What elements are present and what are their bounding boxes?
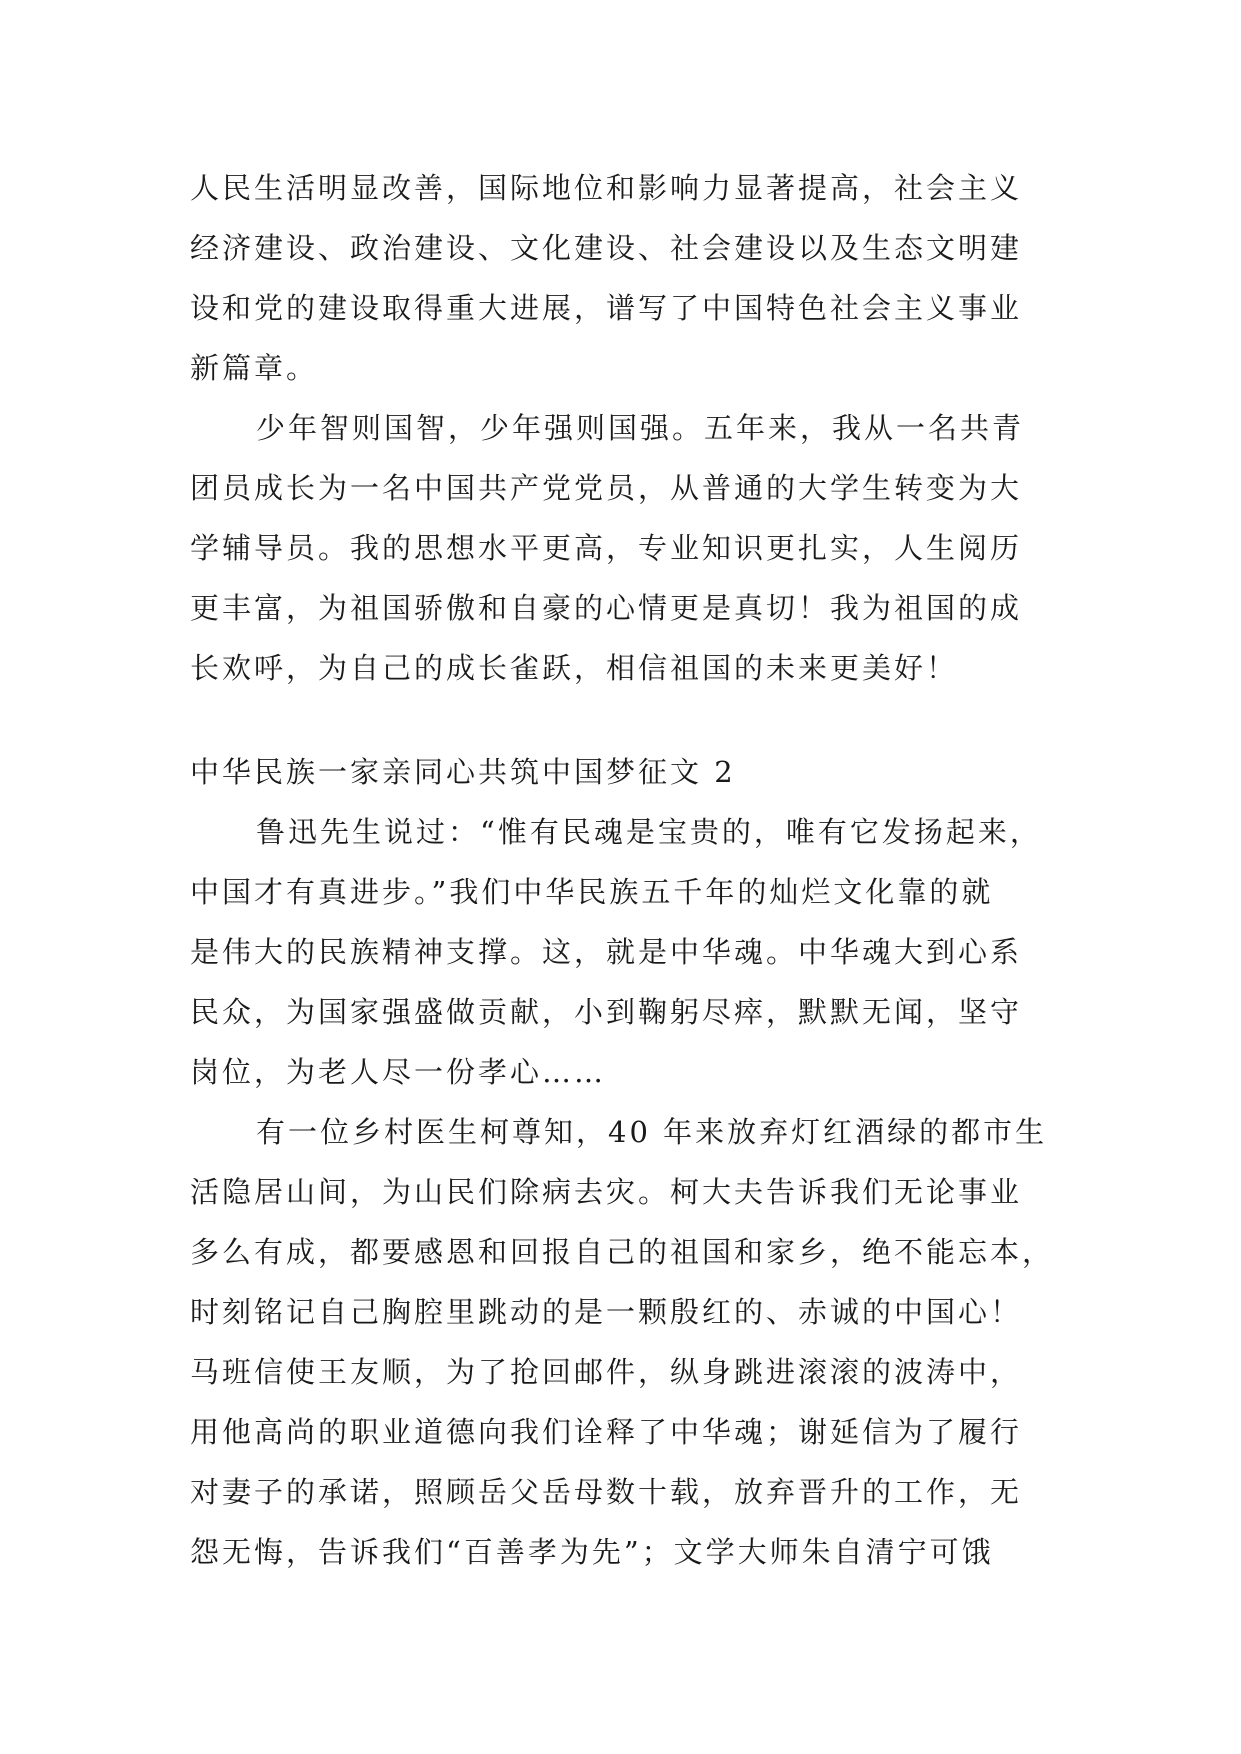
text-line: 岗位，为老人尽一份孝心…… — [190, 1055, 607, 1089]
text-line: 团员成长为一名中国共产党党员，从普通的大学生转变为大 — [190, 471, 1023, 505]
paragraph-3 — [190, 802, 1060, 1102]
text-line: 长欢呼，为自己的成长雀跃，相信祖国的未来更美好！ — [190, 651, 959, 685]
paragraph-4 — [190, 1102, 1060, 1582]
text-line: 马班信使王友顺，为了抢回邮件，纵身跳进滚滚的波涛中， — [190, 1355, 1023, 1389]
text-line: 少年智则国智，少年强则国强。五年来，我从一名共青 — [256, 411, 1025, 445]
text-line: 更丰富，为祖国骄傲和自豪的心情更是真切！我为祖国的成 — [190, 591, 1023, 625]
paragraph-1 — [190, 158, 1060, 398]
text-line: 对妻子的承诺，照顾岳父岳母数十载，放弃晋升的工作，无 — [190, 1475, 1023, 1509]
text-line: 民众，为国家强盛做贡献，小到鞠躬尽瘁，默默无闻，坚守 — [190, 995, 1023, 1029]
text-line: 新篇章。 — [190, 351, 319, 385]
text-line: 怨无悔，告诉我们“百善孝为先”；文学大师朱自清宁可饿 — [190, 1535, 994, 1569]
text-line: 用他高尚的职业道德向我们诠释了中华魂；谢延信为了履行 — [190, 1415, 1023, 1449]
section-gap — [190, 698, 1060, 742]
text-line: 有一位乡村医生柯尊知，40 年来放弃灯红酒绿的都市生 — [256, 1115, 1048, 1149]
text-line: 时刻铭记自己胸腔里跳动的是一颗殷红的、赤诚的中国心！ — [190, 1295, 1023, 1329]
text-line: 是伟大的民族精神支撑。这，就是中华魂。中华魂大到心系 — [190, 935, 1023, 969]
text-line: 人民生活明显改善，国际地位和影响力显著提高，社会主义 — [190, 171, 1023, 205]
text-line: 鲁迅先生说过：“惟有民魂是宝贵的，唯有它发扬起来， — [256, 815, 1042, 849]
section-title: 中华民族一家亲同心共筑中国梦征文 2 — [190, 755, 736, 789]
text-line: 设和党的建设取得重大进展，谱写了中国特色社会主义事业 — [190, 291, 1023, 325]
text-line: 多么有成，都要感恩和回报自己的祖国和家乡，绝不能忘本， — [190, 1235, 1055, 1269]
document-body — [190, 158, 1060, 1582]
text-line: 活隐居山间，为山民们除病去灾。柯大夫告诉我们无论事业 — [190, 1175, 1023, 1209]
text-line: 中国才有真进步。”我们中华民族五千年的灿烂文化靠的就 — [190, 875, 994, 909]
paragraph-2 — [190, 398, 1060, 698]
text-line: 经济建设、政治建设、文化建设、社会建设以及生态文明建 — [190, 231, 1023, 265]
text-line: 学辅导员。我的思想水平更高，专业知识更扎实，人生阅历 — [190, 531, 1023, 565]
